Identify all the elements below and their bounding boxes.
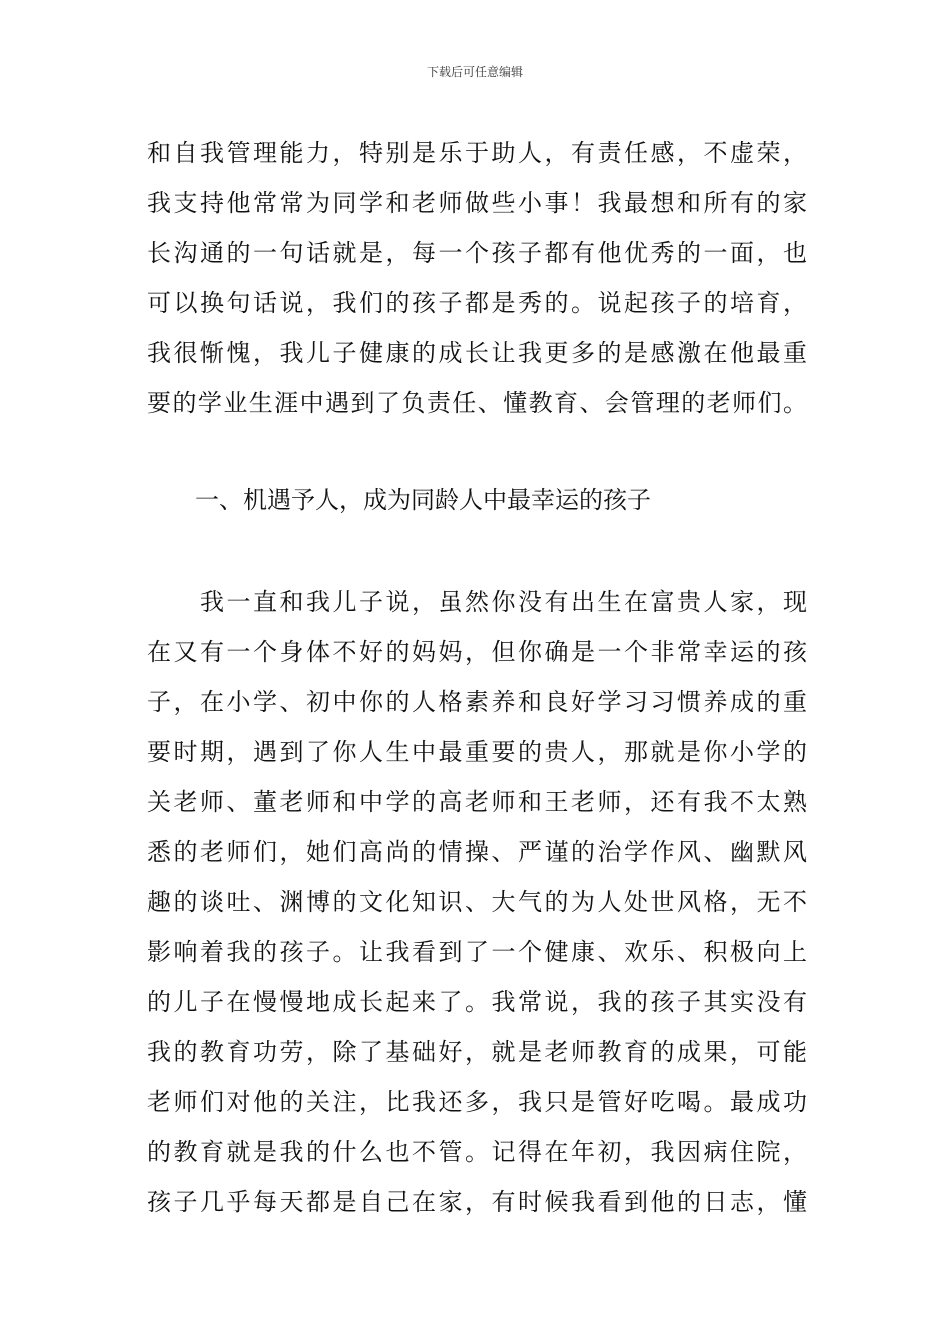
text-line: 长沟通的一句话就是，每一个孩子都有他优秀的一面，也 xyxy=(147,239,807,267)
text-line: 子，在小学、初中你的人格素养和良好学习习惯养成的重 xyxy=(147,688,807,716)
text-line: 老师们对他的关注，比我还多，我只是管好吃喝。最成功 xyxy=(147,1088,807,1116)
section-heading: 一、机遇予人，成为同龄人中最幸运的孩子 xyxy=(195,486,651,514)
text-line: 和自我管理能力，特别是乐于助人，有责任感，不虚荣， xyxy=(147,139,807,167)
paragraph-2 xyxy=(147,577,807,1227)
text-line: 的儿子在慢慢地成长起来了。我常说，我的孩子其实没有 xyxy=(147,988,807,1016)
text-line: 的教育就是我的什么也不管。记得在年初，我因病住院， xyxy=(147,1138,807,1166)
text-line: 我的教育功劳，除了基础好，就是老师教育的成果，可能 xyxy=(147,1038,807,1066)
text-line: 要的学业生涯中遇到了负责任、懂教育、会管理的老师们。 xyxy=(147,389,807,417)
document-body xyxy=(147,128,807,1227)
text-line: 要时期，遇到了你人生中最重要的贵人，那就是你小学的 xyxy=(147,738,807,766)
text-line: 在又有一个身体不好的妈妈，但你确是一个非常幸运的孩 xyxy=(147,638,807,666)
text-line: 孩子几乎每天都是自己在家，有时候我看到他的日志，懂 xyxy=(147,1188,807,1216)
text-line: 我很惭愧，我儿子健康的成长让我更多的是感激在他最重 xyxy=(147,339,807,367)
text-line: 我支持他常常为同学和老师做些小事！我最想和所有的家 xyxy=(147,189,807,217)
text-line: 影响着我的孩子。让我看到了一个健康、欢乐、积极向上 xyxy=(147,938,807,966)
text-line: 关老师、董老师和中学的高老师和王老师，还有我不太熟 xyxy=(147,788,807,816)
paragraph-1 xyxy=(147,128,807,428)
text-line: 趣的谈吐、渊博的文化知识、大气的为人处世风格，无不 xyxy=(147,888,807,916)
text-line: 可以换句话说，我们的孩子都是秀的。说起孩子的培育， xyxy=(147,289,807,317)
text-line: 我一直和我儿子说，虽然你没有出生在富贵人家，现 xyxy=(147,588,807,616)
page-header-note: 下载后可任意编辑 xyxy=(426,65,523,79)
text-line: 悉的老师们，她们高尚的情操、严谨的治学作风、幽默风 xyxy=(147,838,807,866)
